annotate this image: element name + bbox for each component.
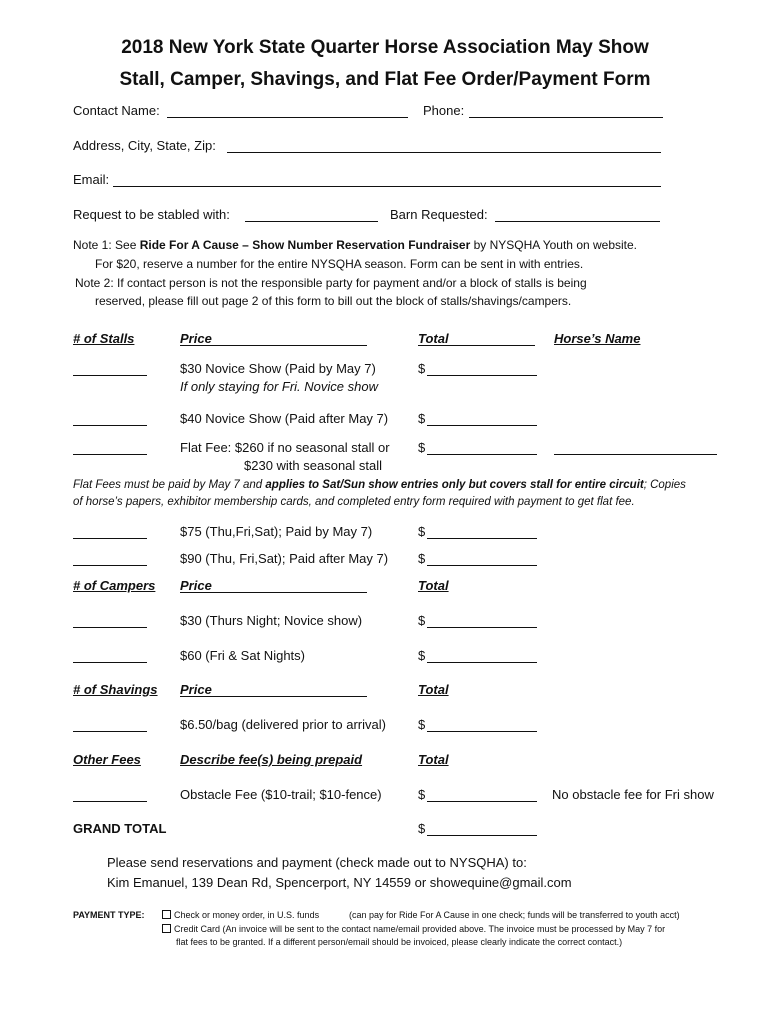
stall-flat-fee-qty[interactable]: [73, 454, 147, 455]
checkbox-icon[interactable]: [162, 910, 171, 919]
payment-option-credit-card-line-2: flat fees to be granted. If a different person/email should be invoiced, please clearly indicate the correct contact.): [176, 937, 623, 947]
stalls-count-header: # of Stalls: [73, 331, 135, 346]
payment-option-credit-card[interactable]: Credit Card (An invoice will be sent to the contact name/email provided above. The invoice must be processed by May 7 for: [162, 924, 665, 935]
stalls-total-header: Total: [418, 331, 449, 346]
dollar-sign: $: [418, 717, 426, 732]
campers-total-header: Total: [418, 578, 449, 593]
other-total-header: Total: [418, 752, 449, 767]
grand-total-label: GRAND TOTAL: [73, 821, 167, 836]
dollar-sign: $: [418, 440, 426, 455]
barn-requested-field[interactable]: [495, 221, 660, 222]
dollar-sign: $: [418, 411, 426, 426]
stall-circuit-late-qty[interactable]: [73, 565, 147, 566]
send-address: Kim Emanuel, 139 Dean Rd, Spencerport, NY 14559 or showequine@gmail.com: [107, 875, 572, 890]
stalls-price-header: Price: [180, 331, 212, 346]
shavings-total[interactable]: [427, 731, 537, 732]
payment-option-check[interactable]: Check or money order, in U.S. funds: [162, 910, 319, 921]
shavings-qty[interactable]: [73, 731, 147, 732]
shavings-count-header: # of Shavings: [73, 682, 158, 697]
email-label: Email:: [73, 172, 110, 187]
contact-name-label: Contact Name:: [73, 103, 160, 118]
stall-flat-fee-total[interactable]: [427, 454, 537, 455]
dollar-sign: $: [418, 648, 426, 663]
phone-field[interactable]: [469, 117, 663, 118]
stall-circuit-early-qty[interactable]: [73, 538, 147, 539]
camper-fri-sat-price: $60 (Fri & Sat Nights): [180, 648, 305, 663]
stall-novice-late-price: $40 Novice Show (Paid after May 7): [180, 411, 389, 426]
campers-price-header: Price: [180, 578, 212, 593]
obstacle-fee-total[interactable]: [427, 801, 537, 802]
form-subtitle: Stall, Camper, Shavings, and Flat Fee Order/Payment Form: [119, 69, 651, 90]
dollar-sign: $: [418, 551, 426, 566]
stabled-with-label: Request to be stabled with:: [73, 207, 230, 222]
dollar-sign: $: [418, 524, 426, 539]
stall-flat-fee-price: Flat Fee: $260 if no seasonal stall or: [180, 440, 390, 455]
stall-novice-early-qty[interactable]: [73, 375, 147, 376]
checkbox-icon[interactable]: [162, 924, 171, 933]
send-instructions: Please send reservations and payment (check made out to NYSQHA) to:: [107, 855, 527, 870]
obstacle-fee-note: No obstacle fee for Fri show: [552, 787, 714, 802]
stall-novice-late-total[interactable]: [427, 425, 537, 426]
contact-name-field[interactable]: [167, 117, 408, 118]
dollar-sign: $: [418, 613, 426, 628]
camper-thurs-total[interactable]: [427, 627, 537, 628]
flat-fee-note: Flat Fees must be paid by May 7 and applies to Sat/Sun show entries only but covers stall for entire circuit; Copies: [73, 479, 686, 491]
other-fees-header: Other Fees: [73, 752, 141, 767]
grand-total-field[interactable]: [427, 835, 537, 836]
note-1: Note 1: See Ride For A Cause – Show Number Reservation Fundraiser by NYSQHA Youth on website.: [73, 238, 638, 252]
stall-circuit-late-total[interactable]: [427, 565, 537, 566]
shavings-price: $6.50/bag (delivered prior to arrival): [180, 717, 386, 732]
payment-option-check-note: (can pay for Ride For A Cause in one check; funds will be transferred to youth acct): [349, 910, 680, 920]
horse-name-header: Horse’s Name: [554, 331, 641, 346]
horse-name-field[interactable]: [554, 454, 717, 455]
price-header-rule: [180, 345, 367, 346]
form-title: 2018 New York State Quarter Horse Association May Show: [121, 37, 649, 58]
camper-thurs-qty[interactable]: [73, 627, 147, 628]
note-1-line-2: For $20, reserve a number for the entire NYSQHA season. Form can be sent in with entries.: [95, 257, 584, 271]
dollar-sign: $: [418, 787, 426, 802]
stall-circuit-early-total[interactable]: [427, 538, 537, 539]
stall-circuit-early-price: $75 (Thu,Fri,Sat); Paid by May 7): [180, 524, 373, 539]
camper-thurs-price: $30 (Thurs Night; Novice show): [180, 613, 363, 628]
obstacle-fee-price: Obstacle Fee ($10-trail; $10-fence): [180, 787, 382, 802]
stabled-with-field[interactable]: [245, 221, 378, 222]
campers-count-header: # of Campers: [73, 578, 156, 593]
dollar-sign: $: [418, 361, 426, 376]
camper-fri-sat-total[interactable]: [427, 662, 537, 663]
stall-flat-fee-price-line-2: $230 with seasonal stall: [244, 458, 383, 473]
stall-novice-early-price: $30 Novice Show (Paid by May 7): [180, 361, 376, 376]
stall-novice-early-note: If only staying for Fri. Novice show: [180, 379, 378, 394]
obstacle-fee-qty[interactable]: [73, 801, 147, 802]
price-header-rule: [180, 696, 367, 697]
payment-type-label: PAYMENT TYPE:: [73, 910, 145, 920]
total-header-rule: [418, 345, 535, 346]
barn-requested-label: Barn Requested:: [390, 207, 488, 222]
stall-novice-early-total[interactable]: [427, 375, 537, 376]
describe-fees-header: Describe fee(s) being prepaid: [180, 752, 363, 767]
stall-circuit-late-price: $90 (Thu, Fri,Sat); Paid after May 7): [180, 551, 389, 566]
note-2: Note 2: If contact person is not the responsible party for payment and/or a block of stalls is being: [75, 276, 587, 290]
shavings-price-header: Price: [180, 682, 212, 697]
price-header-rule: [180, 592, 367, 593]
shavings-total-header: Total: [418, 682, 449, 697]
flat-fee-note-line-2: of horse’s papers, exhibitor membership cards, and completed entry form required with payment to get flat fee.: [73, 496, 635, 508]
phone-label: Phone:: [423, 103, 465, 118]
camper-fri-sat-qty[interactable]: [73, 662, 147, 663]
stall-novice-late-qty[interactable]: [73, 425, 147, 426]
email-field[interactable]: [113, 186, 661, 187]
dollar-sign: $: [418, 821, 426, 836]
address-label: Address, City, State, Zip:: [73, 138, 216, 153]
note-2-line-2: reserved, please fill out page 2 of this form to bill out the block of stalls/shavings/campers.: [95, 294, 572, 308]
address-field[interactable]: [227, 152, 661, 153]
